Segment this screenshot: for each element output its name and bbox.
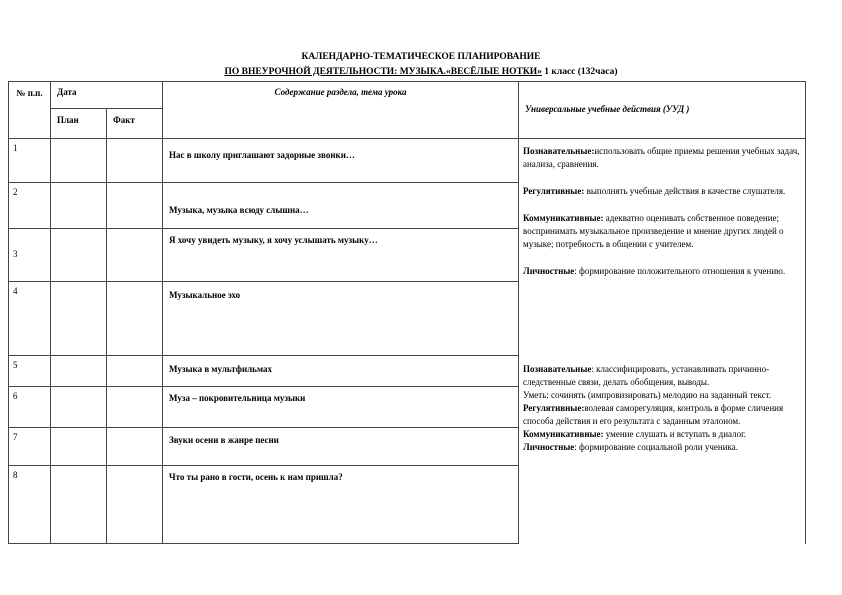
header-number: № п.п. (9, 82, 51, 139)
row-number: 3 (9, 229, 51, 282)
fact-cell (107, 282, 163, 356)
plan-cell (51, 466, 107, 544)
uud-communicative-text: адекватно оценивать собственное поведение; воспринимать музыкальное произведение и мнение других людей о музыке; потребность в общении с учителем. (523, 213, 784, 249)
table-row (9, 139, 806, 183)
plan-cell (51, 183, 107, 229)
document-subtitle (0, 67, 842, 77)
uud-regulative-label: Регулятивные: (523, 402, 585, 413)
uud-personal-label: Личностные (523, 266, 575, 276)
plan-cell (51, 428, 107, 466)
uud-cognitive-text: использовать общие приемы решения учебных задач, анализа, сравнения. (523, 146, 800, 169)
row-number: 8 (9, 466, 51, 544)
table-row (9, 356, 806, 387)
uud-skill: Уметь: сочинять (импровизировать) мелодию на заданный текст. (523, 389, 772, 400)
row-number: 1 (9, 139, 51, 183)
uud-block-1 (519, 139, 806, 356)
header-uud: Универсальные учебные действия (УУД ) (519, 82, 806, 139)
row-number: 5 (9, 356, 51, 387)
row-number: 7 (9, 428, 51, 466)
row-number: 4 (9, 282, 51, 356)
uud-communicative-label: Коммуникативные: (523, 428, 604, 439)
lesson-topic: Муза – покровительница музыки (163, 387, 519, 428)
uud-communicative (523, 212, 801, 251)
header-plan: План (51, 109, 107, 139)
fact-cell (107, 139, 163, 183)
uud-cognitive (523, 145, 801, 171)
row-number: 6 (9, 387, 51, 428)
plan-cell (51, 139, 107, 183)
fact-cell (107, 356, 163, 387)
fact-cell (107, 428, 163, 466)
planning-table (8, 81, 806, 544)
uud-cognitive-label: Познавательные (523, 363, 592, 374)
uud-cognitive-text: : классифицировать, устанавливать причинно-следственные связи, делать обобщения, выводы. (523, 363, 770, 387)
fact-cell (107, 387, 163, 428)
lesson-topic: Нас в школу приглашают задорные звонки… (163, 139, 519, 183)
subtitle-rest: 1 класс (132часа) (541, 67, 618, 77)
lesson-topic: Музыкальное эхо (163, 282, 519, 356)
fact-cell (107, 183, 163, 229)
uud-regulative-text: волевая саморегуляция, контроль в форме сличения способа действия и его результата с заданным эталоном. (523, 402, 784, 426)
plan-cell (51, 356, 107, 387)
document-title: КАЛЕНДАРНО-ТЕМАТИЧЕСКОЕ ПЛАНИРОВАНИЕ (301, 52, 541, 62)
fact-cell (107, 466, 163, 544)
header-fact: Факт (107, 109, 163, 139)
uud-personal-text: : формирование положительного отношения к учению. (574, 266, 786, 276)
uud-communicative-label: Коммуникативные: (523, 213, 604, 223)
uud-cognitive (523, 363, 801, 389)
plan-cell (51, 229, 107, 282)
uud-block-2 (519, 356, 806, 544)
lesson-topic: Музыка, музыка всюду слышна… (163, 183, 519, 229)
header-content: Содержание раздела, тема урока (163, 82, 519, 139)
uud-personal-text: : формирование социальной роли ученика. (574, 441, 738, 452)
uud-regulative (523, 402, 801, 428)
uud-regulative (523, 185, 801, 198)
uud-communicative-text: умение слушать и вступать в диалог. (603, 428, 747, 439)
uud-personal (523, 265, 801, 278)
uud-communicative (523, 428, 801, 441)
uud-personal (523, 441, 801, 454)
fact-cell (107, 229, 163, 282)
header-date: Дата (51, 82, 163, 109)
lesson-topic: Звуки осени в жанре песни (163, 428, 519, 466)
row-number: 2 (9, 183, 51, 229)
subtitle-underlined: ПО ВНЕУРОЧНОЙ ДЕЯТЕЛЬНОСТИ: МУЗЫКА.«ВЕСЁЛЫЕ НОТКИ» (224, 67, 542, 77)
uud-regulative-label: Регулятивные: (523, 186, 585, 196)
lesson-topic: Что ты рано в гости, осень к нам пришла? (163, 466, 519, 544)
uud-regulative-text: выполнять учебные действия в качестве слушателя. (584, 186, 786, 196)
lesson-topic: Я хочу увидеть музыку, я хочу услышать музыку… (163, 229, 519, 282)
plan-cell (51, 387, 107, 428)
uud-cognitive-label: Познавательные: (523, 146, 595, 156)
plan-cell (51, 282, 107, 356)
uud-personal-label: Личностные (523, 441, 575, 452)
lesson-topic: Музыка в мультфильмах (163, 356, 519, 387)
